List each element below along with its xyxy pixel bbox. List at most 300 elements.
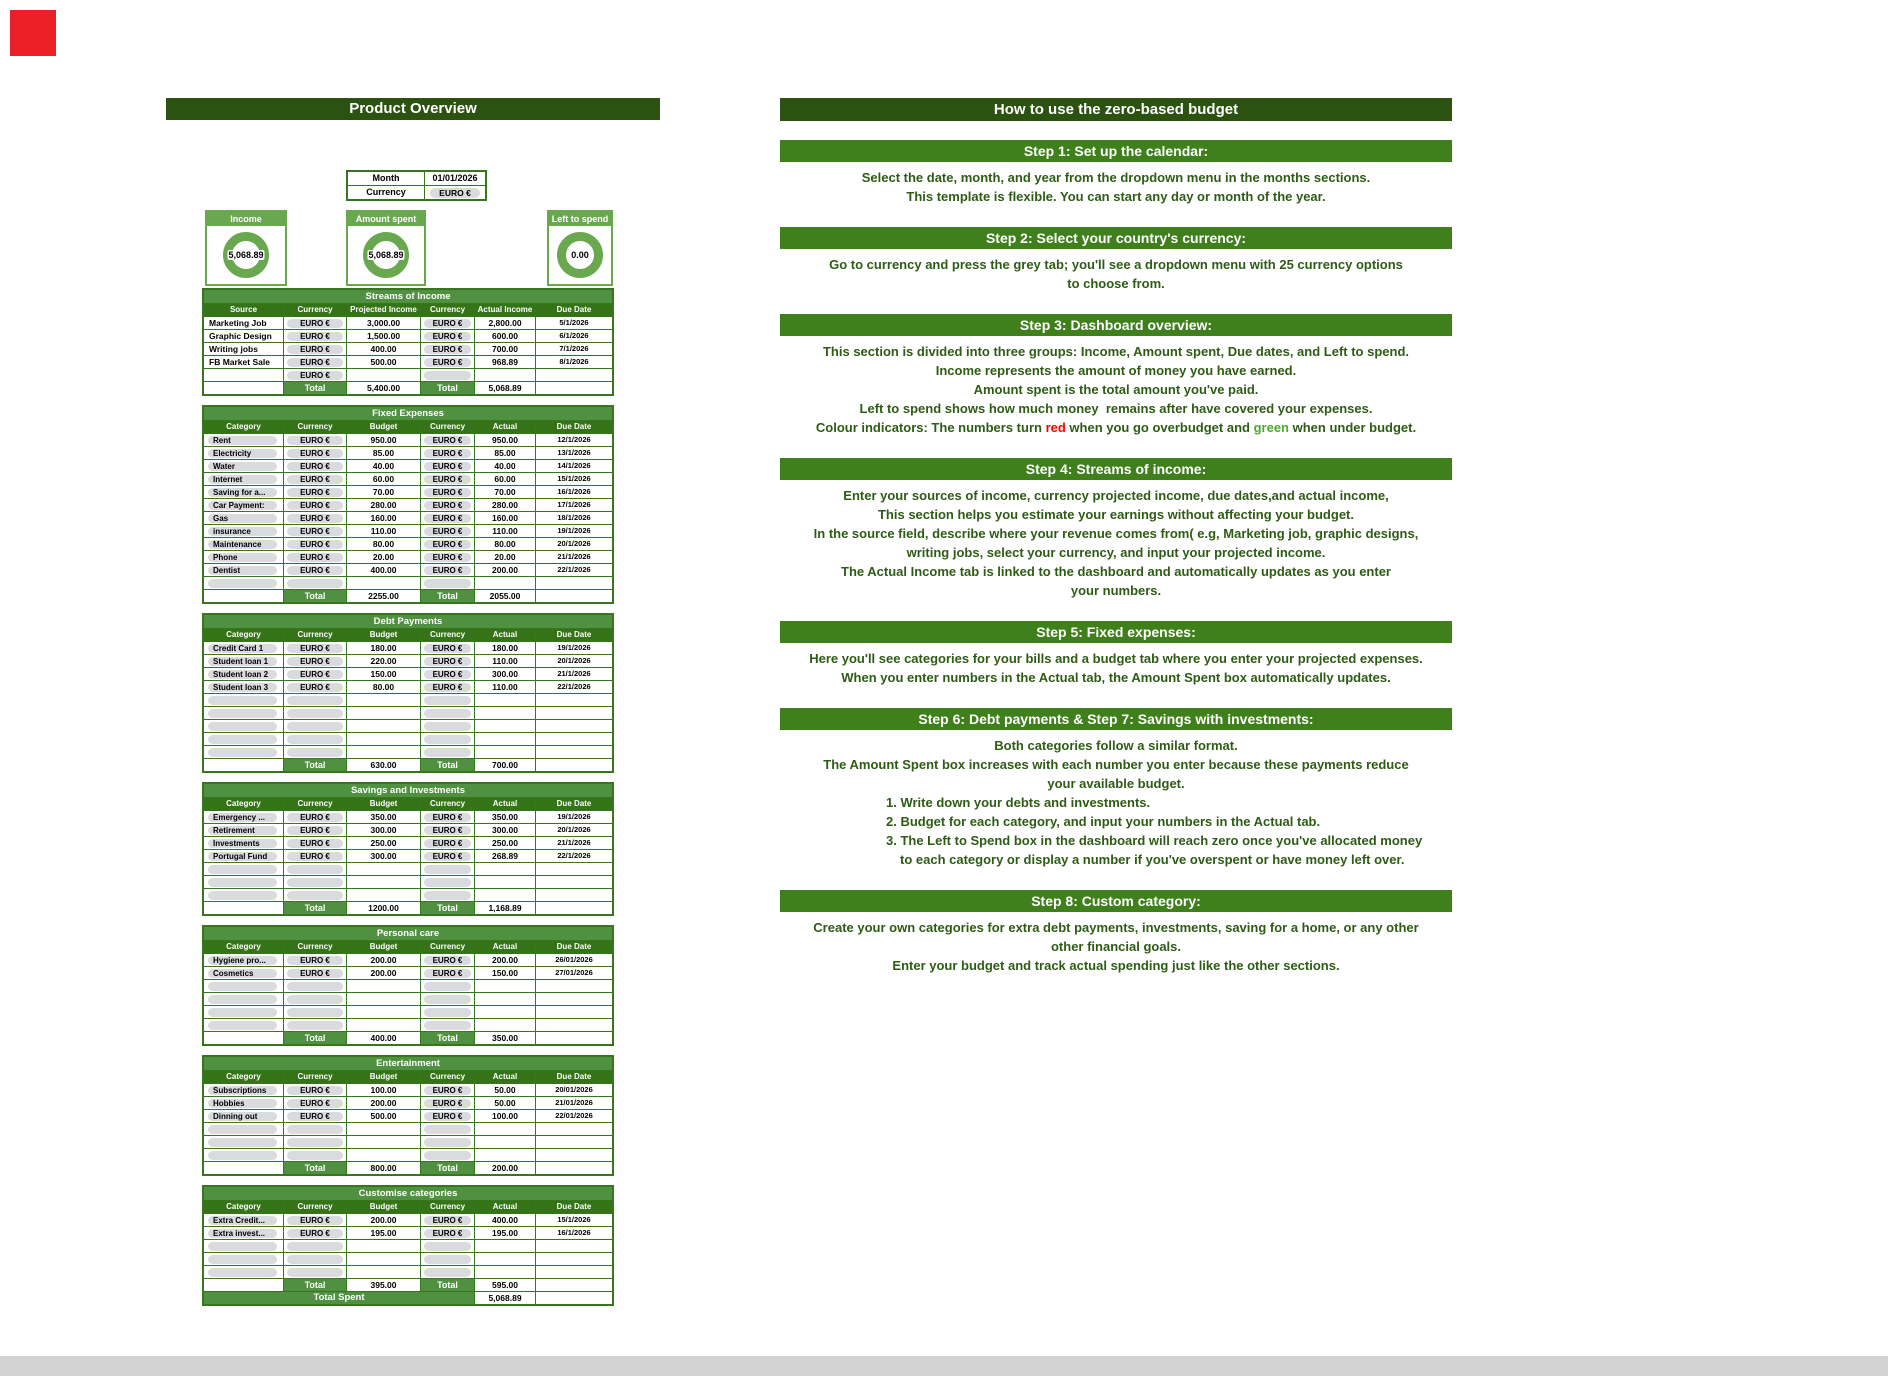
currency-dropdown[interactable] (424, 748, 471, 757)
due-date-cell[interactable]: 20/1/2026 (535, 538, 612, 550)
currency-dropdown[interactable]: EURO € (424, 956, 471, 965)
currency-dropdown[interactable] (287, 696, 343, 705)
due-date-cell[interactable]: 20/1/2026 (535, 655, 612, 667)
due-date-cell[interactable]: 19/1/2026 (535, 642, 612, 654)
budget-cell[interactable]: 300.00 (346, 850, 420, 862)
currency-dropdown[interactable] (424, 1268, 471, 1277)
currency-dropdown[interactable]: EURO € (287, 501, 343, 510)
currency-dropdown[interactable]: EURO € (424, 514, 471, 523)
budget-cell[interactable] (346, 694, 420, 706)
actual-cell[interactable]: 300.00 (474, 668, 535, 680)
due-date-cell[interactable]: 21/01/2026 (535, 1097, 612, 1109)
category-dropdown[interactable]: Gas (208, 514, 277, 523)
budget-cell[interactable] (346, 1123, 420, 1135)
currency-dropdown[interactable] (287, 865, 343, 874)
currency-dropdown[interactable] (424, 878, 471, 887)
actual-cell[interactable] (474, 577, 535, 589)
budget-cell[interactable] (346, 369, 420, 381)
budget-cell[interactable]: 20.00 (346, 551, 420, 563)
currency-dropdown[interactable]: EURO € (287, 813, 343, 822)
category-dropdown[interactable] (208, 1125, 277, 1134)
due-date-cell[interactable] (535, 707, 612, 719)
total-actual-value[interactable]: 700.00 (474, 759, 535, 771)
total-actual-value[interactable]: 2055.00 (474, 590, 535, 602)
currency-dropdown[interactable]: EURO € (287, 826, 343, 835)
budget-cell[interactable] (346, 1149, 420, 1161)
currency-dropdown[interactable] (287, 1268, 343, 1277)
budget-cell[interactable] (346, 876, 420, 888)
budget-cell[interactable]: 400.00 (346, 343, 420, 355)
currency-dropdown[interactable]: EURO € (424, 462, 471, 471)
category-dropdown[interactable]: Student loan 2 (208, 670, 277, 679)
actual-cell[interactable] (474, 369, 535, 381)
actual-cell[interactable] (474, 1266, 535, 1278)
actual-cell[interactable]: 110.00 (474, 525, 535, 537)
category-cell[interactable]: Writing jobs (204, 343, 283, 355)
total-budget-value[interactable]: 630.00 (346, 759, 420, 771)
actual-cell[interactable]: 600.00 (474, 330, 535, 342)
actual-cell[interactable]: 300.00 (474, 824, 535, 836)
budget-cell[interactable]: 150.00 (346, 668, 420, 680)
currency-dropdown[interactable] (287, 709, 343, 718)
category-dropdown[interactable]: insurance (208, 527, 277, 536)
actual-cell[interactable]: 280.00 (474, 499, 535, 511)
currency-dropdown[interactable]: EURO € (287, 540, 343, 549)
currency-dropdown[interactable]: EURO € (424, 345, 471, 354)
currency-dropdown[interactable] (287, 579, 343, 588)
budget-cell[interactable]: 500.00 (346, 1110, 420, 1122)
currency-dropdown[interactable]: EURO € (287, 839, 343, 848)
actual-cell[interactable]: 50.00 (474, 1084, 535, 1096)
budget-cell[interactable] (346, 746, 420, 758)
currency-dropdown[interactable]: EURO € (287, 1086, 343, 1095)
currency-dropdown[interactable]: EURO € (287, 969, 343, 978)
category-dropdown[interactable] (208, 722, 277, 731)
category-dropdown[interactable] (208, 1151, 277, 1160)
due-date-cell[interactable]: 19/1/2026 (535, 811, 612, 823)
currency-dropdown[interactable]: EURO € (424, 319, 471, 328)
due-date-cell[interactable] (535, 980, 612, 992)
actual-cell[interactable] (474, 707, 535, 719)
due-date-cell[interactable] (535, 1123, 612, 1135)
total-actual-value[interactable]: 1,168.89 (474, 902, 535, 914)
currency-dropdown[interactable] (424, 1151, 471, 1160)
actual-cell[interactable]: 350.00 (474, 811, 535, 823)
category-dropdown[interactable]: Portugal Fund (208, 852, 277, 861)
budget-cell[interactable]: 110.00 (346, 525, 420, 537)
due-date-cell[interactable]: 17/1/2026 (535, 499, 612, 511)
actual-cell[interactable]: 20.00 (474, 551, 535, 563)
currency-dropdown[interactable]: EURO € (424, 332, 471, 341)
category-dropdown[interactable]: Investments (208, 839, 277, 848)
currency-dropdown[interactable]: EURO € (287, 1099, 343, 1108)
due-date-cell[interactable] (535, 1149, 612, 1161)
total-budget-value[interactable]: 800.00 (346, 1162, 420, 1174)
currency-dropdown[interactable]: EURO € (287, 462, 343, 471)
actual-cell[interactable] (474, 720, 535, 732)
actual-cell[interactable] (474, 694, 535, 706)
currency-dropdown[interactable]: EURO € (287, 488, 343, 497)
category-dropdown[interactable]: Phone (208, 553, 277, 562)
category-dropdown[interactable]: Dinning out (208, 1112, 277, 1121)
category-cell[interactable] (204, 369, 283, 381)
currency-dropdown[interactable]: EURO € (424, 839, 471, 848)
budget-cell[interactable]: 300.00 (346, 824, 420, 836)
category-dropdown[interactable] (208, 1255, 277, 1264)
currency-dropdown[interactable]: EURO € (287, 1216, 343, 1225)
budget-cell[interactable]: 80.00 (346, 538, 420, 550)
actual-cell[interactable] (474, 980, 535, 992)
due-date-cell[interactable]: 27/01/2026 (535, 967, 612, 979)
actual-cell[interactable]: 2,800.00 (474, 317, 535, 329)
budget-cell[interactable]: 200.00 (346, 967, 420, 979)
category-dropdown[interactable] (208, 1242, 277, 1251)
actual-cell[interactable]: 160.00 (474, 512, 535, 524)
category-dropdown[interactable]: Hobbies (208, 1099, 277, 1108)
due-date-cell[interactable]: 21/1/2026 (535, 837, 612, 849)
budget-cell[interactable]: 40.00 (346, 460, 420, 472)
currency-dropdown[interactable]: EURO € (424, 488, 471, 497)
budget-cell[interactable]: 3,000.00 (346, 317, 420, 329)
currency-dropdown[interactable]: EURO € (287, 683, 343, 692)
budget-cell[interactable] (346, 980, 420, 992)
category-dropdown[interactable] (208, 1268, 277, 1277)
due-date-cell[interactable] (535, 1006, 612, 1018)
currency-dropdown[interactable] (287, 722, 343, 731)
category-dropdown[interactable]: Water (208, 462, 277, 471)
due-date-cell[interactable] (535, 746, 612, 758)
actual-cell[interactable] (474, 1123, 535, 1135)
due-date-cell[interactable] (535, 577, 612, 589)
currency-dropdown[interactable] (424, 982, 471, 991)
budget-cell[interactable]: 350.00 (346, 811, 420, 823)
category-dropdown[interactable]: Credit Card 1 (208, 644, 277, 653)
currency-dropdown[interactable] (287, 1138, 343, 1147)
budget-cell[interactable]: 220.00 (346, 655, 420, 667)
total-actual-value[interactable]: 350.00 (474, 1032, 535, 1044)
category-dropdown[interactable]: Hygiene pro... (208, 956, 277, 965)
budget-cell[interactable]: 200.00 (346, 954, 420, 966)
due-date-cell[interactable]: 19/1/2026 (535, 525, 612, 537)
currency-dropdown[interactable] (287, 1008, 343, 1017)
currency-dropdown[interactable] (424, 1138, 471, 1147)
category-dropdown[interactable]: Student loan 1 (208, 657, 277, 666)
currency-dropdown[interactable]: EURO € (430, 188, 480, 198)
actual-cell[interactable]: 85.00 (474, 447, 535, 459)
due-date-cell[interactable] (535, 720, 612, 732)
category-dropdown[interactable]: Emergency ... (208, 813, 277, 822)
currency-dropdown[interactable] (287, 1242, 343, 1251)
category-dropdown[interactable] (208, 891, 277, 900)
currency-dropdown[interactable]: EURO € (424, 1229, 471, 1238)
category-dropdown[interactable] (208, 709, 277, 718)
category-dropdown[interactable] (208, 995, 277, 1004)
actual-cell[interactable] (474, 1240, 535, 1252)
due-date-cell[interactable]: 15/1/2026 (535, 1214, 612, 1226)
budget-cell[interactable] (346, 863, 420, 875)
currency-dropdown[interactable]: EURO € (424, 475, 471, 484)
actual-cell[interactable]: 110.00 (474, 655, 535, 667)
currency-dropdown[interactable] (287, 735, 343, 744)
actual-cell[interactable]: 50.00 (474, 1097, 535, 1109)
actual-cell[interactable] (474, 1149, 535, 1161)
due-date-cell[interactable] (535, 694, 612, 706)
budget-cell[interactable]: 250.00 (346, 837, 420, 849)
due-date-cell[interactable]: 21/1/2026 (535, 551, 612, 563)
currency-dropdown[interactable]: EURO € (424, 1099, 471, 1108)
currency-dropdown[interactable]: EURO € (424, 501, 471, 510)
currency-dropdown[interactable] (424, 1125, 471, 1134)
budget-cell[interactable]: 1,500.00 (346, 330, 420, 342)
total-budget-value[interactable]: 5,400.00 (346, 382, 420, 394)
category-dropdown[interactable]: Car Payment: (208, 501, 277, 510)
currency-dropdown[interactable] (424, 1255, 471, 1264)
budget-cell[interactable] (346, 577, 420, 589)
due-date-cell[interactable] (535, 889, 612, 901)
category-dropdown[interactable] (208, 1021, 277, 1030)
actual-cell[interactable]: 60.00 (474, 473, 535, 485)
currency-dropdown[interactable]: EURO € (287, 319, 343, 328)
actual-cell[interactable]: 80.00 (474, 538, 535, 550)
budget-cell[interactable]: 160.00 (346, 512, 420, 524)
currency-dropdown[interactable]: EURO € (287, 332, 343, 341)
due-date-cell[interactable]: 12/1/2026 (535, 434, 612, 446)
due-date-cell[interactable] (535, 1136, 612, 1148)
due-date-cell[interactable]: 5/1/2026 (535, 317, 612, 329)
currency-dropdown[interactable]: EURO € (424, 813, 471, 822)
actual-cell[interactable]: 268.89 (474, 850, 535, 862)
currency-dropdown[interactable]: EURO € (424, 657, 471, 666)
due-date-cell[interactable]: 18/1/2026 (535, 512, 612, 524)
currency-dropdown[interactable]: EURO € (287, 475, 343, 484)
actual-cell[interactable]: 968.89 (474, 356, 535, 368)
currency-dropdown[interactable] (424, 1242, 471, 1251)
due-date-cell[interactable] (535, 733, 612, 745)
due-date-cell[interactable]: 15/1/2026 (535, 473, 612, 485)
month-value[interactable]: 01/01/2026 (424, 172, 485, 185)
category-cell[interactable]: Marketing Job (204, 317, 283, 329)
currency-dropdown[interactable] (287, 995, 343, 1004)
due-date-cell[interactable] (535, 863, 612, 875)
due-date-cell[interactable]: 22/1/2026 (535, 850, 612, 862)
currency-dropdown[interactable]: EURO € (287, 514, 343, 523)
budget-cell[interactable] (346, 1253, 420, 1265)
category-dropdown[interactable]: Extra invest... (208, 1229, 277, 1238)
currency-dropdown[interactable] (424, 579, 471, 588)
due-date-cell[interactable] (535, 993, 612, 1005)
budget-cell[interactable]: 280.00 (346, 499, 420, 511)
budget-cell[interactable] (346, 733, 420, 745)
actual-cell[interactable] (474, 1136, 535, 1148)
currency-dropdown[interactable]: EURO € (287, 852, 343, 861)
due-date-cell[interactable]: 14/1/2026 (535, 460, 612, 472)
actual-cell[interactable] (474, 889, 535, 901)
budget-cell[interactable] (346, 1006, 420, 1018)
actual-cell[interactable]: 40.00 (474, 460, 535, 472)
currency-dropdown[interactable] (287, 1125, 343, 1134)
category-dropdown[interactable] (208, 696, 277, 705)
total-actual-value[interactable]: 200.00 (474, 1162, 535, 1174)
currency-dropdown[interactable] (287, 748, 343, 757)
currency-dropdown[interactable]: EURO € (424, 540, 471, 549)
category-dropdown[interactable]: Maintenance (208, 540, 277, 549)
currency-dropdown[interactable] (424, 371, 471, 380)
currency-dropdown[interactable] (424, 1021, 471, 1030)
category-dropdown[interactable] (208, 1138, 277, 1147)
actual-cell[interactable] (474, 1019, 535, 1031)
currency-dropdown[interactable]: EURO € (424, 449, 471, 458)
currency-dropdown[interactable] (424, 995, 471, 1004)
category-dropdown[interactable] (208, 865, 277, 874)
currency-dropdown[interactable]: EURO € (287, 1112, 343, 1121)
currency-dropdown[interactable]: EURO € (424, 852, 471, 861)
budget-cell[interactable]: 200.00 (346, 1097, 420, 1109)
currency-dropdown[interactable]: EURO € (424, 1086, 471, 1095)
currency-dropdown[interactable] (424, 696, 471, 705)
category-cell[interactable]: FB Market Sale (204, 356, 283, 368)
category-dropdown[interactable] (208, 748, 277, 757)
category-dropdown[interactable] (208, 579, 277, 588)
category-cell[interactable]: Graphic Design (204, 330, 283, 342)
budget-cell[interactable]: 200.00 (346, 1214, 420, 1226)
category-dropdown[interactable]: Subscriptions (208, 1086, 277, 1095)
budget-cell[interactable]: 60.00 (346, 473, 420, 485)
currency-dropdown[interactable] (424, 709, 471, 718)
currency-dropdown[interactable]: EURO € (424, 436, 471, 445)
currency-dropdown[interactable]: EURO € (287, 527, 343, 536)
currency-dropdown[interactable]: EURO € (287, 371, 343, 380)
currency-dropdown[interactable]: EURO € (287, 956, 343, 965)
due-date-cell[interactable]: 6/1/2026 (535, 330, 612, 342)
actual-cell[interactable] (474, 733, 535, 745)
due-date-cell[interactable]: 26/01/2026 (535, 954, 612, 966)
category-dropdown[interactable]: Saving for a... (208, 488, 277, 497)
category-dropdown[interactable]: Cosmetics (208, 969, 277, 978)
currency-dropdown[interactable] (287, 878, 343, 887)
currency-dropdown[interactable] (424, 891, 471, 900)
currency-dropdown[interactable]: EURO € (287, 657, 343, 666)
currency-dropdown[interactable]: EURO € (424, 1112, 471, 1121)
budget-cell[interactable] (346, 1240, 420, 1252)
currency-dropdown[interactable]: EURO € (287, 449, 343, 458)
due-date-cell[interactable] (535, 1253, 612, 1265)
currency-dropdown[interactable]: EURO € (424, 566, 471, 575)
due-date-cell[interactable]: 7/1/2026 (535, 343, 612, 355)
currency-dropdown[interactable]: EURO € (287, 670, 343, 679)
budget-cell[interactable] (346, 1266, 420, 1278)
currency-dropdown[interactable]: EURO € (287, 345, 343, 354)
currency-dropdown[interactable]: EURO € (424, 527, 471, 536)
due-date-cell[interactable]: 21/1/2026 (535, 668, 612, 680)
due-date-cell[interactable]: 20/01/2026 (535, 1084, 612, 1096)
due-date-cell[interactable] (535, 1266, 612, 1278)
currency-dropdown[interactable]: EURO € (424, 644, 471, 653)
currency-dropdown[interactable]: EURO € (287, 553, 343, 562)
total-budget-value[interactable]: 2255.00 (346, 590, 420, 602)
actual-cell[interactable] (474, 876, 535, 888)
due-date-cell[interactable] (535, 876, 612, 888)
due-date-cell[interactable]: 16/1/2026 (535, 1227, 612, 1239)
due-date-cell[interactable]: 20/1/2026 (535, 824, 612, 836)
due-date-cell[interactable] (535, 1240, 612, 1252)
total-actual-value[interactable]: 595.00 (474, 1279, 535, 1291)
actual-cell[interactable]: 70.00 (474, 486, 535, 498)
currency-dropdown[interactable] (424, 1008, 471, 1017)
budget-cell[interactable] (346, 1136, 420, 1148)
budget-cell[interactable]: 80.00 (346, 681, 420, 693)
actual-cell[interactable] (474, 1006, 535, 1018)
currency-dropdown[interactable]: EURO € (424, 826, 471, 835)
category-dropdown[interactable]: Student loan 3 (208, 683, 277, 692)
due-date-cell[interactable] (535, 1019, 612, 1031)
currency-dropdown[interactable] (287, 1021, 343, 1030)
category-dropdown[interactable] (208, 982, 277, 991)
currency-dropdown[interactable]: EURO € (287, 358, 343, 367)
due-date-cell[interactable] (535, 369, 612, 381)
actual-cell[interactable]: 950.00 (474, 434, 535, 446)
budget-cell[interactable] (346, 993, 420, 1005)
total-budget-value[interactable]: 1200.00 (346, 902, 420, 914)
category-dropdown[interactable]: Dentist (208, 566, 277, 575)
actual-cell[interactable]: 110.00 (474, 681, 535, 693)
budget-cell[interactable]: 400.00 (346, 564, 420, 576)
actual-cell[interactable] (474, 863, 535, 875)
actual-cell[interactable]: 400.00 (474, 1214, 535, 1226)
actual-cell[interactable]: 195.00 (474, 1227, 535, 1239)
budget-cell[interactable]: 70.00 (346, 486, 420, 498)
category-dropdown[interactable]: Internet (208, 475, 277, 484)
currency-dropdown[interactable] (287, 891, 343, 900)
currency-dropdown[interactable] (424, 865, 471, 874)
horizontal-scrollbar-track[interactable] (0, 1356, 1888, 1376)
budget-cell[interactable]: 500.00 (346, 356, 420, 368)
budget-cell[interactable]: 85.00 (346, 447, 420, 459)
due-date-cell[interactable]: 16/1/2026 (535, 486, 612, 498)
total-spent-value[interactable]: 5,068.89 (474, 1292, 535, 1304)
currency-dropdown[interactable]: EURO € (287, 566, 343, 575)
actual-cell[interactable]: 200.00 (474, 564, 535, 576)
actual-cell[interactable] (474, 993, 535, 1005)
category-dropdown[interactable] (208, 1008, 277, 1017)
actual-cell[interactable]: 150.00 (474, 967, 535, 979)
actual-cell[interactable]: 180.00 (474, 642, 535, 654)
due-date-cell[interactable]: 22/01/2026 (535, 1110, 612, 1122)
currency-dropdown[interactable] (287, 1255, 343, 1264)
actual-cell[interactable]: 250.00 (474, 837, 535, 849)
actual-cell[interactable]: 200.00 (474, 954, 535, 966)
currency-dropdown[interactable]: EURO € (424, 969, 471, 978)
category-dropdown[interactable]: Rent (208, 436, 277, 445)
currency-dropdown[interactable]: EURO € (287, 644, 343, 653)
total-budget-value[interactable]: 400.00 (346, 1032, 420, 1044)
category-dropdown[interactable]: Retirement (208, 826, 277, 835)
category-dropdown[interactable]: Extra Credit... (208, 1216, 277, 1225)
currency-dropdown[interactable]: EURO € (424, 683, 471, 692)
currency-dropdown[interactable] (424, 735, 471, 744)
currency-dropdown[interactable]: EURO € (287, 436, 343, 445)
actual-cell[interactable] (474, 1253, 535, 1265)
currency-dropdown[interactable]: EURO € (424, 1216, 471, 1225)
actual-cell[interactable]: 700.00 (474, 343, 535, 355)
total-actual-value[interactable]: 5,068.89 (474, 382, 535, 394)
budget-cell[interactable]: 180.00 (346, 642, 420, 654)
budget-cell[interactable]: 195.00 (346, 1227, 420, 1239)
currency-dropdown[interactable]: EURO € (287, 1229, 343, 1238)
budget-cell[interactable]: 950.00 (346, 434, 420, 446)
due-date-cell[interactable]: 22/1/2026 (535, 564, 612, 576)
category-dropdown[interactable]: Electricity (208, 449, 277, 458)
currency-dropdown[interactable] (287, 1151, 343, 1160)
